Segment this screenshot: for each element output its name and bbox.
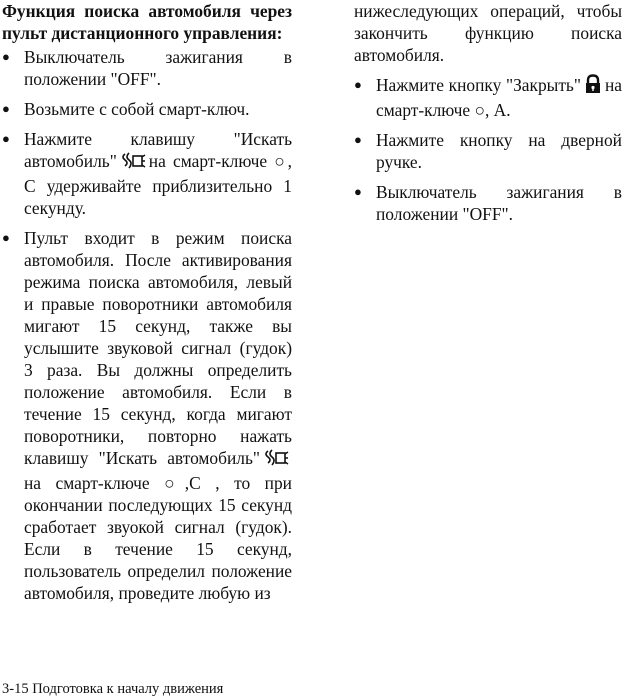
bullet-icon: ● — [2, 230, 10, 245]
list-item-text: Нажмите клавишу "Искать автомобиль" — [24, 129, 292, 171]
list-item-text: Пульт входит в режим поиска автомобиля. После активирования режима поиска автомобиля, левый и правые поворотники автомобиля мигают 15 секунд, также вы услышите звуковой сигнал (гудок) 3 раза. Вы должны определить положение автомобиля. Если в течение 15 секунд, когда мигают поворотники, повторно нажать клавишу "Искать автомобиль" — [24, 228, 292, 468]
list-item-press-search — [2, 128, 292, 219]
list-item-search-mode — [2, 227, 292, 604]
bullet-icon: ● — [354, 132, 362, 147]
list-item-text: Нажмите кнопку на дверной ручке. — [376, 130, 622, 172]
left-column — [2, 0, 292, 604]
bullet-icon: ● — [2, 49, 10, 64]
continuation-text: нижеследующих операций, чтобы закончить функцию поиска автомобиля. — [354, 1, 622, 65]
bullet-icon: ● — [354, 77, 362, 92]
list-item-take-key — [2, 98, 292, 120]
list-item-text: Выключатель зажигания в положении "OFF". — [376, 182, 622, 224]
list-item-text-continued: на смарт-ключе ○,С , то при окончании последующих 15 секунд сработает звуокой сигнал (гудок). Если в течение 15 секунд, пользователь определил положение автомобиля, проведите любую из — [24, 473, 292, 603]
list-item-text: Возьмите с собой смарт-ключ. — [24, 99, 250, 119]
bullet-icon: ● — [2, 131, 10, 146]
bullet-icon: ● — [2, 101, 10, 116]
right-column — [354, 0, 622, 225]
list-item-door-handle — [354, 129, 622, 173]
list-item-press-lock — [354, 74, 622, 121]
car-search-signal-icon — [120, 152, 146, 175]
car-search-signal-icon — [263, 449, 289, 472]
list-item-text: Нажмите кнопку "Закрыть" — [376, 75, 581, 95]
list-item-text: Выключатель зажигания в положении "OFF". — [24, 47, 292, 89]
list-item-text-continued: на смарт-ключе ○, А. — [376, 75, 622, 120]
list-item-text-continued: на смарт-ключе ○, С удерживайте приблизительно 1 секунду. — [24, 151, 292, 218]
bullet-icon: ● — [354, 184, 362, 199]
list-item-ignition-off — [2, 46, 292, 90]
padlock-icon — [584, 74, 602, 99]
list-item-ignition-off-2 — [354, 181, 622, 225]
page-footer: 3-15 Подготовка к началу движения — [2, 681, 224, 697]
section-heading: Функция поиска автомобиля через пульт дистанционного управления: — [2, 1, 292, 43]
